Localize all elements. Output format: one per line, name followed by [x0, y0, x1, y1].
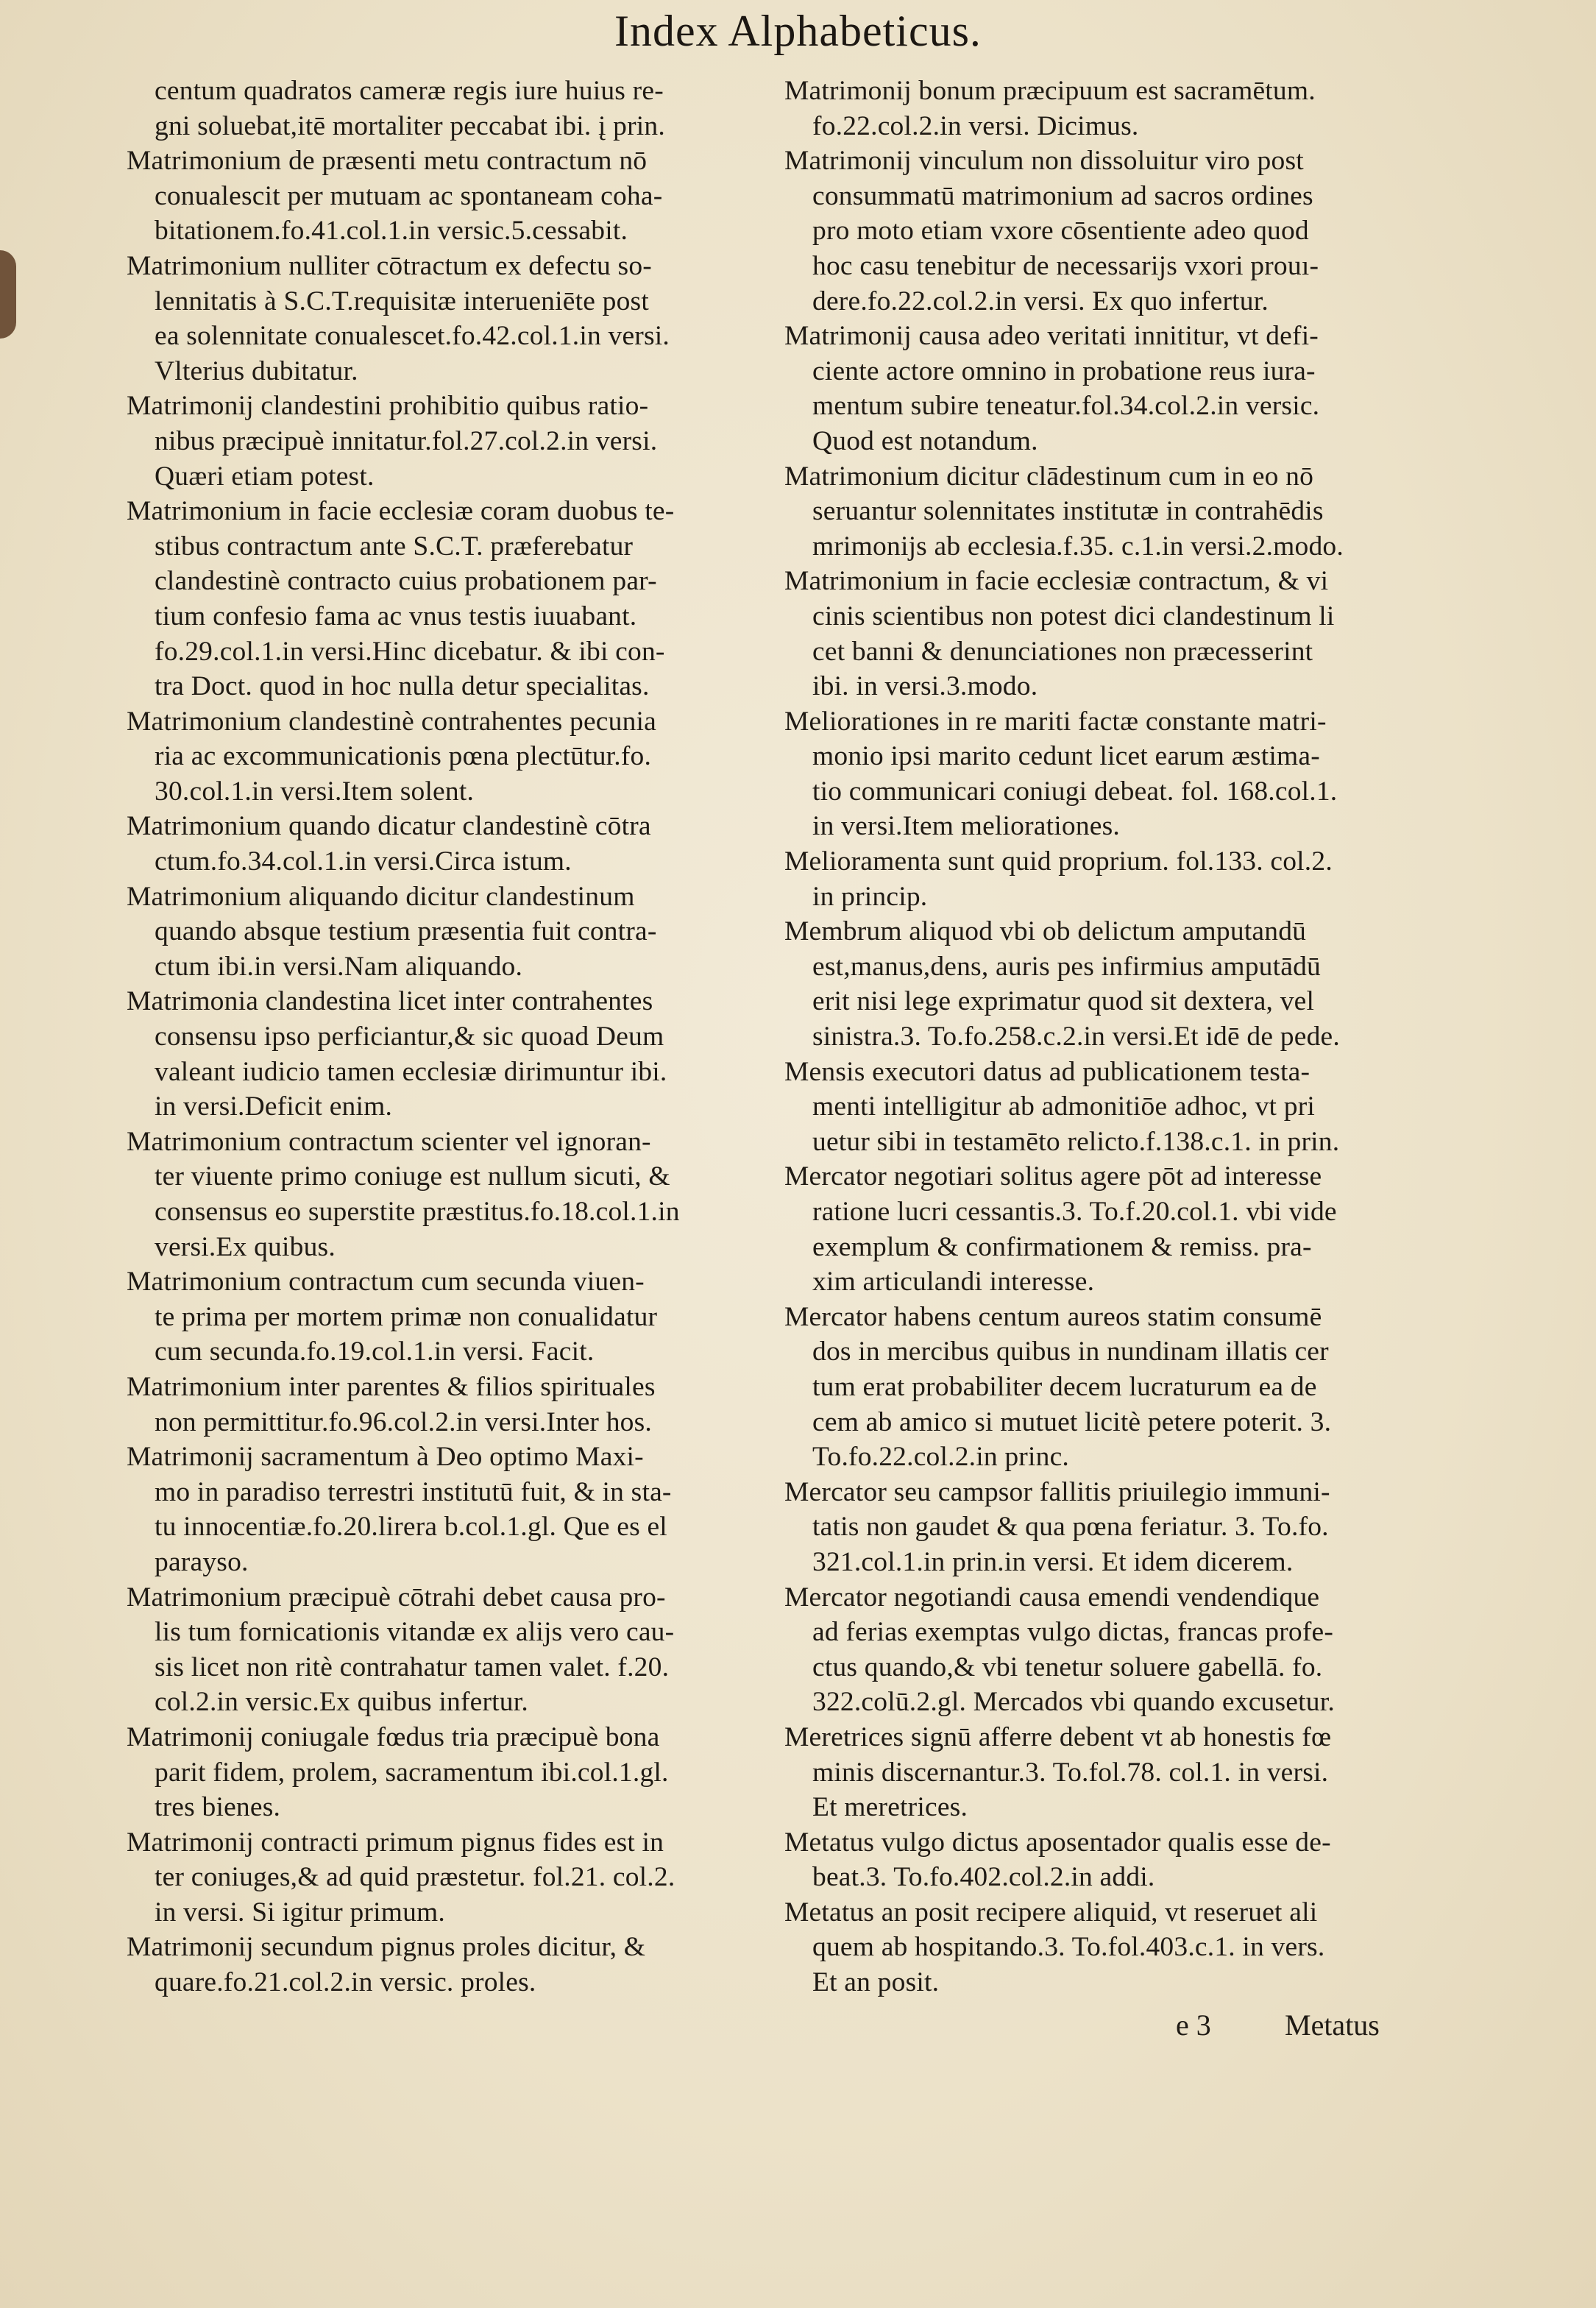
index-entry-continuation-line: tium confesio fama ac vnus testis iuuabant. — [155, 601, 637, 631]
index-column-right — [784, 74, 1447, 2000]
index-entry-continuation-line: tum erat probabiliter decem lucraturum ea de — [812, 1371, 1317, 1402]
index-entry-continuation-line: Et meretrices. — [812, 1792, 968, 1823]
index-entry-start-line: Matrimonij vinculum non dissoluitur viro post — [784, 146, 1304, 177]
index-entry-continuation-line: consensu ipso perficiantur,& sic quoad Deum — [155, 1022, 664, 1052]
index-entry-start-line: Mercator habens centum aureos statim consumē — [784, 1301, 1322, 1332]
index-entry-continuation-line: menti intelligitur ab admonitiōe adhoc, vt pri — [812, 1091, 1316, 1122]
index-entry-continuation-line: cem ab amico si mutuet licitè petere poterit. 3. — [812, 1406, 1332, 1437]
index-entry-continuation-line: ibi. in versi.3.modo. — [812, 671, 1038, 702]
index-entry-continuation-line: Vlterius dubitatur. — [155, 355, 358, 386]
index-entry-continuation-line: ratione lucri cessantis.3. To.f.20.col.1. vbi vide — [812, 1197, 1337, 1227]
index-entry-continuation-line: clandestinè contracto cuius probationem par- — [155, 566, 657, 597]
index-entry-continuation-line: versi.Ex quibus. — [155, 1231, 336, 1262]
index-entry-continuation-line: ctum ibi.in versi.Nam aliquando. — [155, 951, 523, 982]
index-entry-continuation-line: ciente actore omnino in probatione reus iura- — [812, 355, 1316, 386]
index-entry-continuation-line: col.2.in versic.Ex quibus infertur. — [155, 1687, 528, 1718]
index-entry-continuation-line: seruantur solennitates institutæ in contrahēdis — [812, 496, 1324, 527]
index-entry-continuation-line: est,manus,dens, auris pes infirmius amputādū — [812, 951, 1321, 982]
index-entry-start-line: Metatus an posit recipere aliquid, vt reseruet ali — [784, 1897, 1318, 1928]
index-entry-continuation-line: dos in mercibus quibus in nundinam illatis cer — [812, 1337, 1329, 1367]
index-entry-continuation-line: Et an posit. — [812, 1967, 940, 1998]
index-entry-continuation-line: quando absque testium præsentia fuit contra- — [155, 916, 657, 947]
index-entry-continuation-line: parit fidem, prolem, sacramentum ibi.col.1.gl. — [155, 1757, 669, 1788]
index-entry-continuation-line: tatis non gaudet & qua pœna feriatur. 3. To.fo. — [812, 1512, 1329, 1543]
index-entry-start-line: Matrimonium dicitur clādestinum cum in eo nō — [784, 461, 1314, 492]
index-entry-continuation-line: xim articulandi interesse. — [812, 1267, 1095, 1298]
index-entry-start-line: Matrimonium contractum scienter vel ignoran- — [127, 1126, 651, 1157]
index-entry-start-line: Matrimonium in facie ecclesiæ contractum, & vi — [784, 566, 1329, 597]
index-entry-start-line: Matrimonij clandestini prohibitio quibus ratio- — [127, 391, 649, 422]
index-entry-start-line: Mensis executori datus ad publicationem testa- — [784, 1056, 1311, 1087]
index-entry-start-line: Matrimonium clandestinè contrahentes pecunia — [127, 706, 657, 737]
index-entry-continuation-line: mrimonijs ab ecclesia.f.35. c.1.in versi.2.modo. — [812, 531, 1344, 562]
index-entry-continuation-line: conualescit per mutuam ac spontaneam coha- — [155, 180, 663, 211]
index-entry-start-line: Matrimonia clandestina licet inter contrahentes — [127, 986, 653, 1017]
index-entry-start-line: Mercator seu campsor fallitis priuilegio immuni- — [784, 1476, 1330, 1507]
index-column-left — [127, 74, 789, 2000]
index-entry-continuation-line: lennitatis à S.C.T.requisitæ interueniēte post — [155, 286, 649, 316]
index-entry-continuation-line: pro moto etiam vxore cōsentiente adeo quod — [812, 216, 1309, 247]
index-entry-continuation-line: valeant iudicio tamen ecclesiæ dirimuntur ibi. — [155, 1056, 667, 1087]
signature-mark: e 3 — [1176, 2008, 1211, 2042]
index-entry-start-line: Matrimonij secundum pignus proles dicitur, & — [127, 1932, 646, 1963]
index-entry-continuation-line: cet banni & denunciationes non præcesserint — [812, 636, 1313, 667]
index-entry-start-line: Melioramenta sunt quid proprium. fol.133. col.2. — [784, 846, 1333, 877]
index-entry-continuation-line: Quæri etiam potest. — [155, 461, 375, 492]
index-entry-continuation-line: To.fo.22.col.2.in princ. — [812, 1442, 1069, 1473]
index-entry-continuation-line: hoc casu tenebitur de necessarijs vxori prouı- — [812, 250, 1319, 281]
index-entry-continuation-line: 321.col.1.in prin.in versi. Et idem dicerem. — [812, 1546, 1294, 1577]
index-entry-continuation-line: nibus præcipuè innitatur.fol.27.col.2.in versi. — [155, 425, 658, 456]
index-entry-continuation-line: exemplum & confirmationem & remiss. pra- — [812, 1231, 1312, 1262]
index-entry-start-line: Mercator negotiandi causa emendi vendendique — [784, 1582, 1320, 1613]
index-entry-continuation-line: monio ipsi marito cedunt licet earum æstima- — [812, 741, 1320, 772]
index-entry-continuation-line: mo in paradiso terrestri institutū fuit, & in sta- — [155, 1476, 672, 1507]
index-entry-continuation-line: tio communicari coniugi debeat. fol. 168.col.1. — [812, 776, 1338, 807]
index-entry-continuation-line: non permittitur.fo.96.col.2.in versi.Inter hos. — [155, 1406, 652, 1437]
index-entry-start-line: Matrimonij sacramentum à Deo optimo Maxi- — [127, 1442, 644, 1473]
index-entry-start-line: Matrimonium in facie ecclesiæ coram duobus te- — [127, 496, 675, 527]
index-entry-continuation-line: Quod est notandum. — [812, 425, 1038, 456]
index-entry-continuation-line: dere.fo.22.col.2.in versi. Ex quo infertur. — [812, 286, 1269, 316]
index-entry-start-line: Matrimonium præcipuè cōtrahi debet causa pro- — [127, 1582, 666, 1613]
index-entry-continuation-line: consummatū matrimonium ad sacros ordines — [812, 180, 1313, 211]
index-entry-continuation-line: beat.3. To.fo.402.col.2.in addi. — [812, 1862, 1155, 1893]
index-entry-continuation-line: centum quadratos cameræ regis iure huius re- — [155, 76, 664, 106]
index-entry-continuation-line: sinistra.3. To.fo.258.c.2.in versi.Et idē de pede. — [812, 1022, 1340, 1052]
index-entry-continuation-line: ctus quando,& vbi tenetur soluere gabellā. fo. — [812, 1652, 1323, 1682]
index-entry-continuation-line: in princip. — [812, 881, 928, 912]
page-title: Index Alphabeticus. — [614, 7, 982, 55]
index-entry-start-line: Matrimonium contractum cum secunda viuen- — [127, 1267, 645, 1298]
index-entry-continuation-line: minis discernantur.3. To.fol.78. col.1. in versi. — [812, 1757, 1329, 1788]
index-entry-continuation-line: in versi.Item meliorationes. — [812, 811, 1120, 842]
index-entry-continuation-line: stibus contractum ante S.C.T. præferebatur — [155, 531, 634, 562]
index-entry-continuation-line: ter coniuges,& ad quid præstetur. fol.21. col.2. — [155, 1862, 675, 1893]
index-entry-continuation-line: mentum subire teneatur.fol.34.col.2.in versic. — [812, 391, 1320, 422]
index-entry-continuation-line: ria ac excommunicationis pœna plectūtur.fo. — [155, 741, 652, 772]
index-entry-start-line: Mercator negotiari solitus agere pōt ad interesse — [784, 1161, 1322, 1192]
index-entry-continuation-line: ter viuente primo coniuge est nullum sicuti, & — [155, 1161, 670, 1192]
index-entry-continuation-line: bitationem.fo.41.col.1.in versic.5.cessabit. — [155, 216, 628, 247]
index-entry-start-line: Matrimonij contracti primum pignus fides est in — [127, 1827, 664, 1858]
index-entry-start-line: Meliorationes in re mariti factæ constante matri- — [784, 706, 1327, 737]
index-entry-continuation-line: tra Doct. quod in hoc nulla detur specialitas. — [155, 671, 650, 702]
page-stain — [0, 250, 16, 339]
index-entry-start-line: Membrum aliquod vbi ob delictum amputandū — [784, 916, 1307, 947]
index-entry-continuation-line: tres bienes. — [155, 1792, 281, 1823]
index-entry-start-line: Matrimonij bonum præcipuum est sacramētum. — [784, 76, 1316, 106]
index-entry-continuation-line: quare.fo.21.col.2.in versic. proles. — [155, 1967, 536, 1998]
index-entry-start-line: Matrimonium nulliter cōtractum ex defectu so- — [127, 250, 652, 281]
index-entry-continuation-line: 322.colū.2.gl. Mercados vbi quando excusetur. — [812, 1687, 1335, 1718]
index-entry-continuation-line: 30.col.1.in versi.Item solent. — [155, 776, 475, 807]
page-footer — [1176, 2008, 1411, 2052]
index-entry-continuation-line: parayso. — [155, 1546, 249, 1577]
index-entry-continuation-line: te prima per mortem primæ non conualidatur — [155, 1301, 658, 1332]
index-entry-continuation-line: uetur sibi in testamēto relicto.f.138.c.1. in prin. — [812, 1126, 1340, 1157]
index-entry-start-line: Matrimonium inter parentes & filios spirituales — [127, 1371, 656, 1402]
index-entry-start-line: Matrimonium de præsenti metu contractum nō — [127, 146, 648, 177]
index-entry-continuation-line: cum secunda.fo.19.col.1.in versi. Facit. — [155, 1337, 595, 1367]
index-entry-continuation-line: in versi.Deficit enim. — [155, 1091, 393, 1122]
index-entry-start-line: Meretrices signū afferre debent vt ab honestis fœ — [784, 1721, 1332, 1752]
index-entry-start-line: Metatus vulgo dictus aposentador qualis esse de- — [784, 1827, 1331, 1858]
index-entry-continuation-line: ad ferias exemptas vulgo dictas, francas profe- — [812, 1617, 1334, 1648]
index-entry-start-line: Matrimonium quando dicatur clandestinè cōtra — [127, 811, 651, 842]
index-entry-continuation-line: fo.22.col.2.in versi. Dicimus. — [812, 110, 1139, 141]
index-entry-continuation-line: gni soluebat,itē mortaliter peccabat ibi. į prin. — [155, 110, 665, 141]
index-entry-continuation-line: ctum.fo.34.col.1.in versi.Circa istum. — [155, 846, 572, 877]
index-entry-continuation-line: in versi. Si igitur primum. — [155, 1897, 445, 1928]
index-entry-continuation-line: cinis scientibus non potest dici clandestinum li — [812, 601, 1335, 631]
index-entry-start-line: Matrimonij coniugale fœdus tria præcipuè bona — [127, 1721, 660, 1752]
index-entry-continuation-line: quem ab hospitando.3. To.fol.403.c.1. in vers. — [812, 1932, 1325, 1963]
catchword: Metatus — [1285, 2008, 1380, 2042]
index-entry-continuation-line: sis licet non ritè contrahatur tamen valet. f.20. — [155, 1652, 670, 1682]
index-entry-continuation-line: tu innocentiæ.fo.20.lirera b.col.1.gl. Que es el — [155, 1512, 667, 1543]
index-entry-continuation-line: ea solennitate conualescet.fo.42.col.1.in versi. — [155, 321, 670, 352]
index-entry-continuation-line: lis tum fornicationis vitandæ ex alijs vero cau- — [155, 1617, 675, 1648]
index-entry-start-line: Matrimonij causa adeo veritati innititur, vt defi- — [784, 321, 1319, 352]
index-entry-continuation-line: erit nisi lege exprimatur quod sit dextera, vel — [812, 986, 1315, 1017]
index-entry-start-line: Matrimonium aliquando dicitur clandestinum — [127, 881, 635, 912]
index-entry-continuation-line: fo.29.col.1.in versi.Hinc dicebatur. & ibi con- — [155, 636, 665, 667]
index-entry-continuation-line: consensus eo superstite præstitus.fo.18.col.1.in — [155, 1197, 680, 1227]
